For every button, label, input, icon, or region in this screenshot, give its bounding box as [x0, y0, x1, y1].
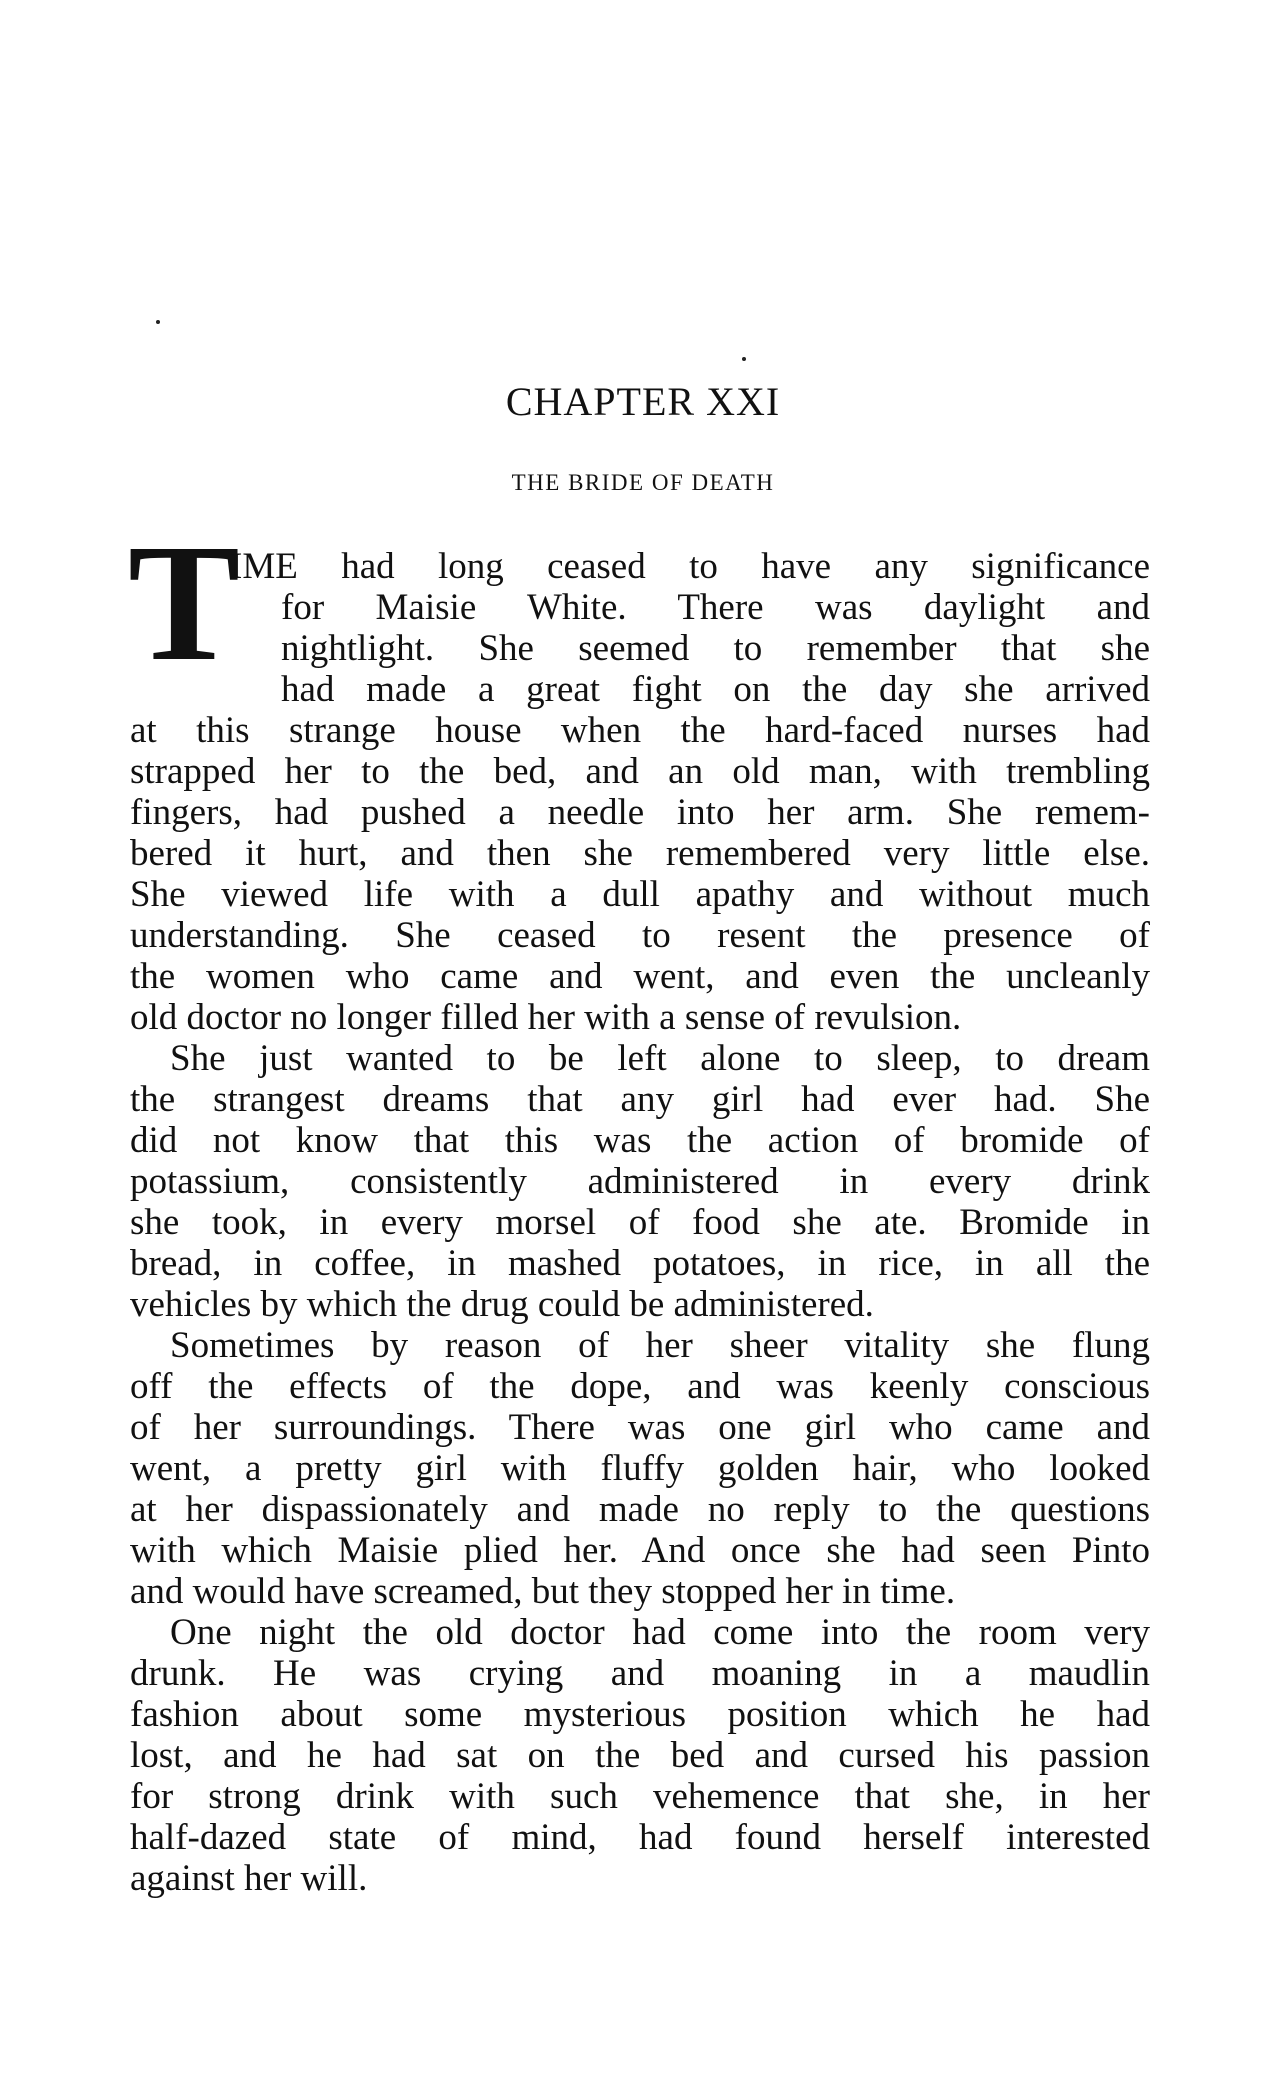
- speck: [742, 357, 746, 361]
- text-line: potassium, consistently administered in every drink: [130, 1161, 1150, 1202]
- text-line: had made a great fight on the day she arrived: [281, 669, 1150, 710]
- text-line: nightlight. She seemed to remember that she: [281, 628, 1150, 669]
- text-line: understanding. She ceased to resent the presence of: [130, 915, 1150, 956]
- text-line: She just wanted to be left alone to sleep, to dream: [170, 1038, 1150, 1079]
- text-line: Sometimes by reason of her sheer vitality she flung: [170, 1325, 1150, 1366]
- text-line: went, a pretty girl with fluffy golden hair, who looked: [130, 1448, 1150, 1489]
- text-line: the women who came and went, and even the uncleanly: [130, 956, 1150, 997]
- text-line: lost, and he had sat on the bed and cursed his passion: [130, 1735, 1150, 1776]
- text-line: She viewed life with a dull apathy and without much: [130, 874, 1150, 915]
- text-line: at her dispassionately and made no reply to the questions: [130, 1489, 1150, 1530]
- text-line: vehicles by which the drug could be administered.: [130, 1284, 874, 1325]
- text-line: and would have screamed, but they stopped her in time.: [130, 1571, 956, 1612]
- text-line: against her will.: [130, 1858, 368, 1899]
- speck: [156, 320, 160, 324]
- text-line: fashion about some mysterious position which he had: [130, 1694, 1150, 1735]
- text-line: One night the old doctor had come into the room very: [170, 1612, 1150, 1653]
- chapter-title: THE BRIDE OF DEATH: [511, 470, 775, 495]
- text-line: off the effects of the dope, and was keenly conscious: [130, 1366, 1150, 1407]
- text-line: the strangest dreams that any girl had ever had. She: [130, 1079, 1150, 1120]
- chapter-heading: CHAPTER XXI: [505, 379, 781, 424]
- text-line: strapped her to the bed, and an old man, with trembling: [130, 751, 1150, 792]
- text-line: old doctor no longer filled her with a sense of revulsion.: [130, 997, 962, 1038]
- text-line: for Maisie White. There was daylight and: [281, 587, 1150, 628]
- text-line: half-dazed state of mind, had found herself interested: [130, 1817, 1150, 1858]
- text-line: bread, in coffee, in mashed potatoes, in rice, in all the: [130, 1243, 1150, 1284]
- drop-cap: T: [128, 510, 241, 696]
- text-line: drunk. He was crying and moaning in a maudlin: [130, 1653, 1150, 1694]
- text-line: with which Maisie plied her. And once she had seen Pinto: [130, 1530, 1150, 1571]
- text-line: bered it hurt, and then she remembered very little else.: [130, 833, 1150, 874]
- text-line: at this strange house when the hard-faced nurses had: [130, 710, 1150, 751]
- text-line: IME had long ceased to have any significance: [230, 546, 1150, 587]
- text-line: for strong drink with such vehemence that she, in her: [130, 1776, 1150, 1817]
- text-line: she took, in every morsel of food she ate. Bromide in: [130, 1202, 1150, 1243]
- text-line: fingers, had pushed a needle into her arm. She remem-: [130, 792, 1150, 833]
- text-line: did not know that this was the action of bromide of: [130, 1120, 1150, 1161]
- text-line: of her surroundings. There was one girl who came and: [130, 1407, 1150, 1448]
